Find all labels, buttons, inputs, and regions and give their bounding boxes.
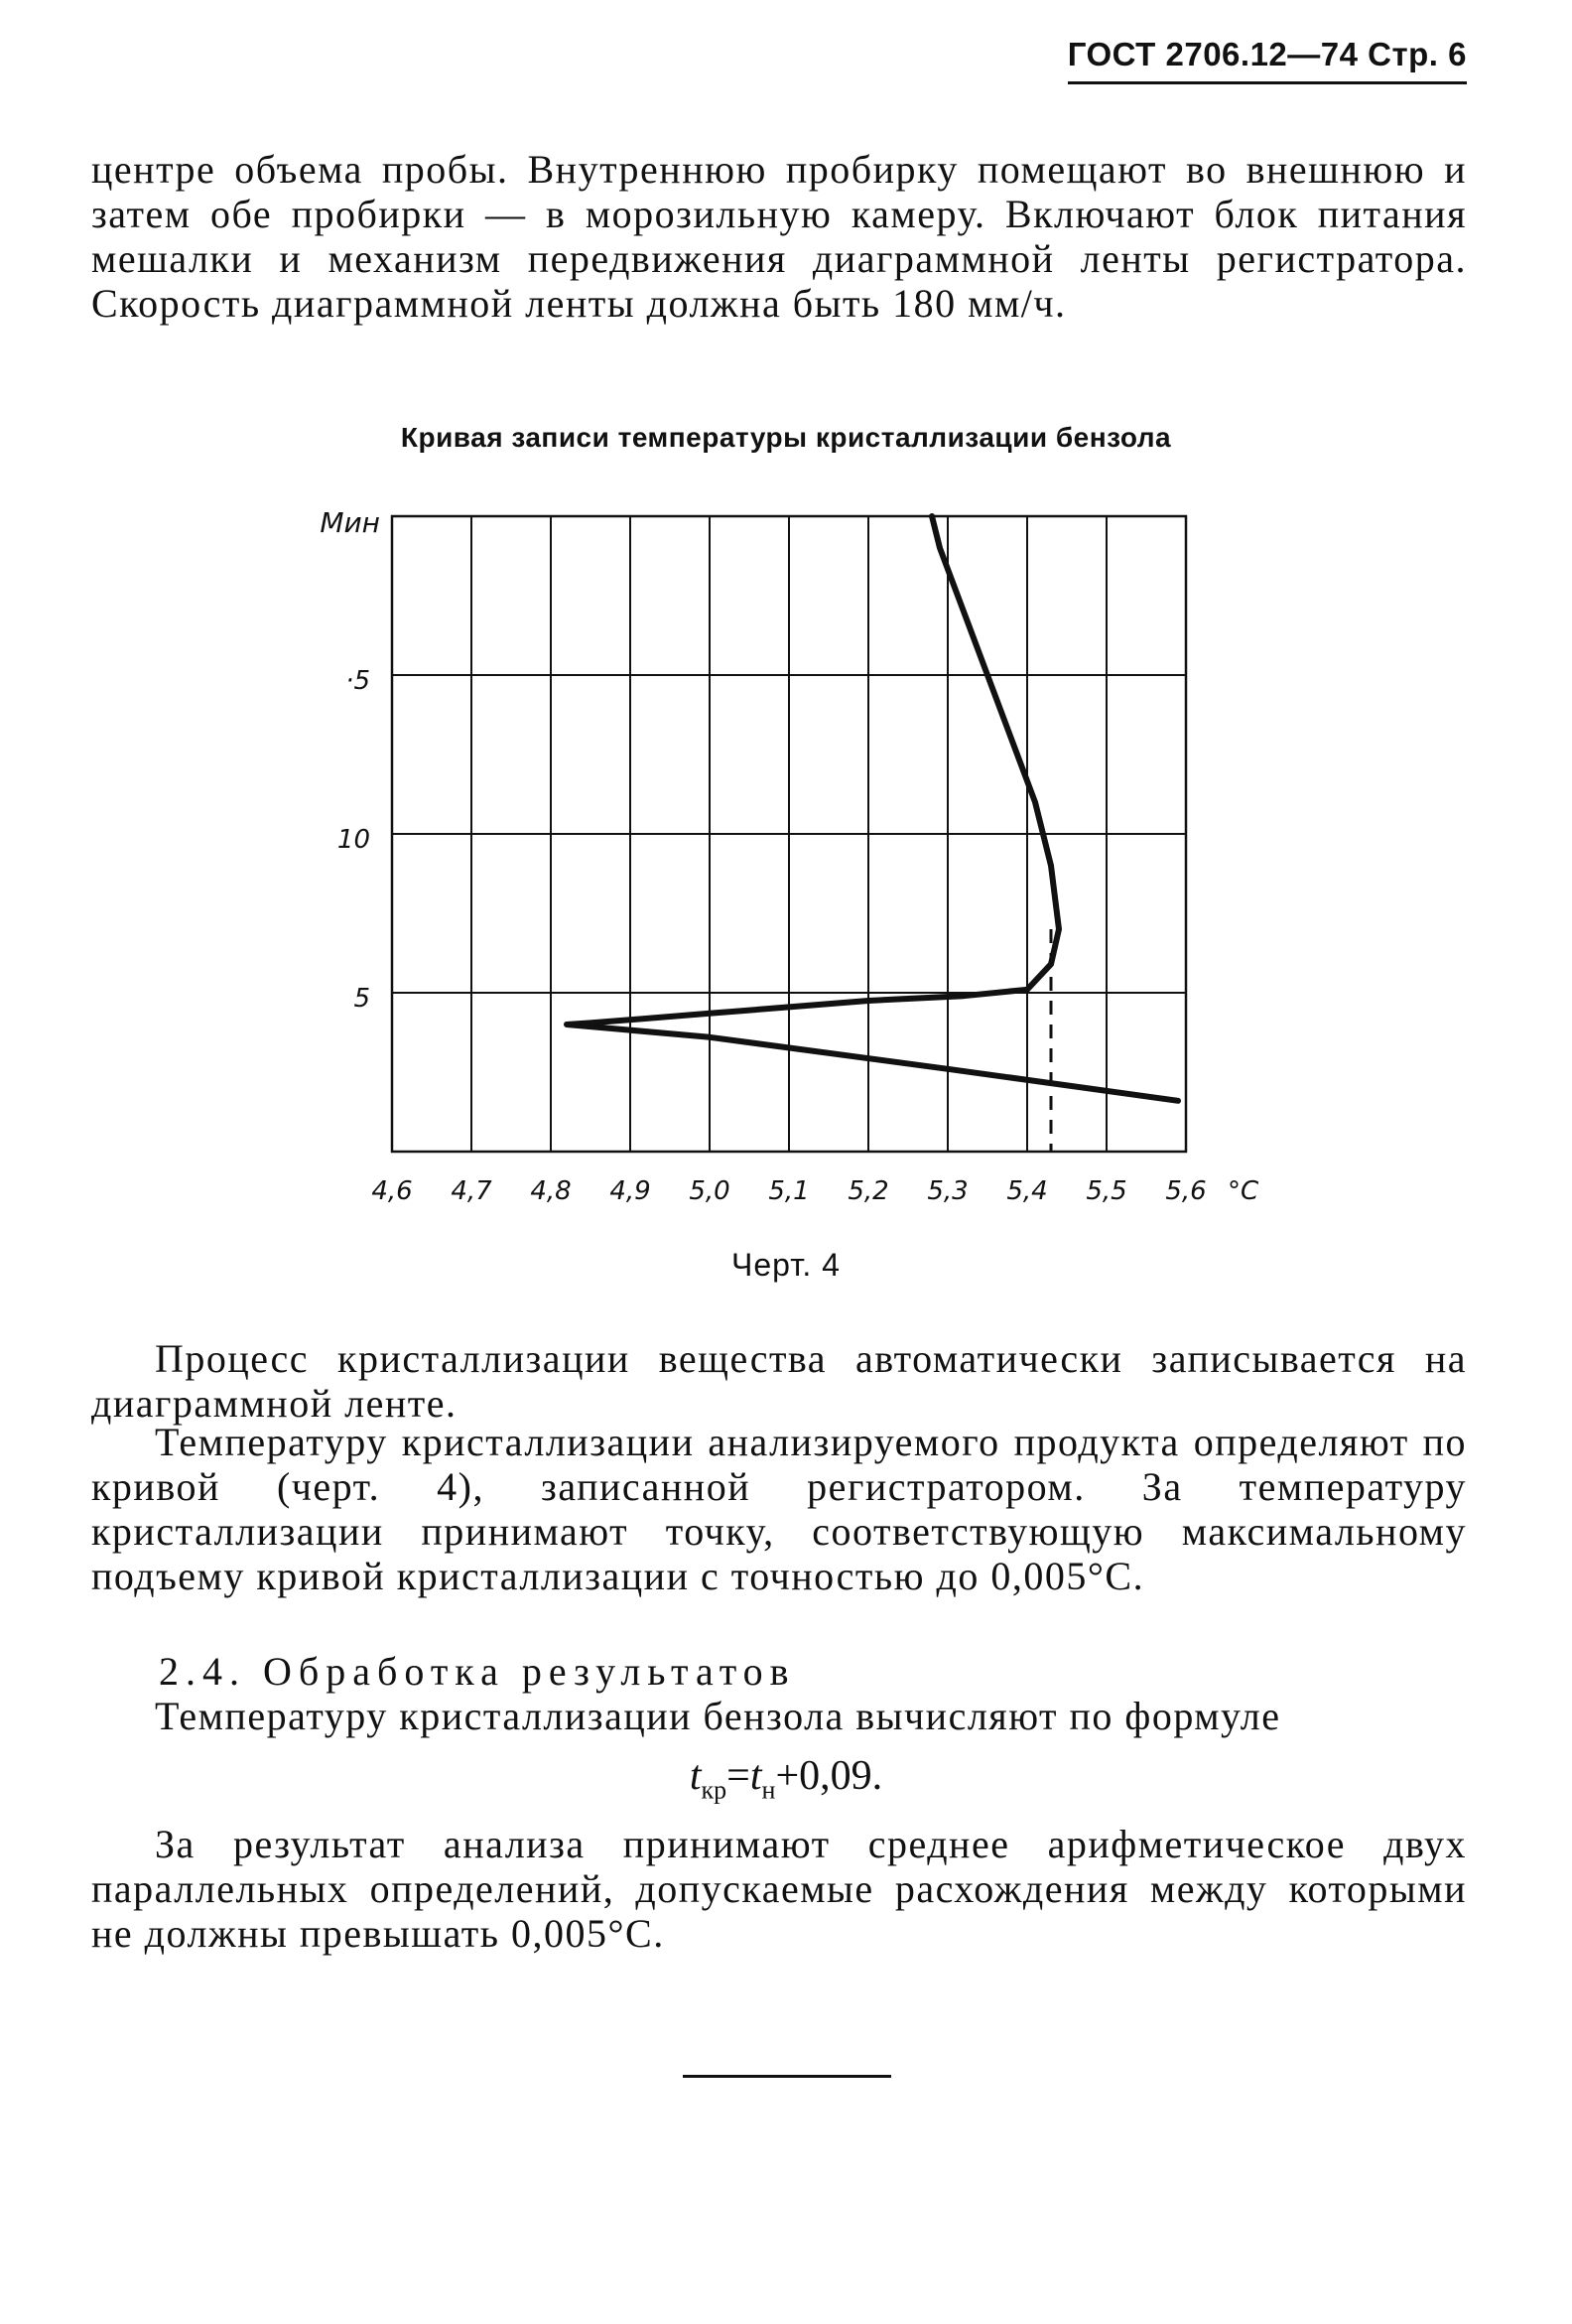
formula-lhs-sub: кр — [701, 1775, 727, 1805]
paragraph-process: Процесс кристаллизации вещества автоматически записывается на диаграммной ленте. — [91, 1336, 1467, 1426]
page-header: ГОСТ 2706.12—74 Стр. 6 — [1068, 36, 1467, 84]
x-tick-label: 5,4 — [1006, 1176, 1048, 1206]
x-tick-label: 4,6 — [371, 1176, 413, 1206]
figure-title: Кривая записи температуры кристаллизации бензола — [400, 422, 1172, 453]
x-tick-label: 5,3 — [927, 1176, 969, 1206]
x-tick-label: 4,8 — [530, 1176, 572, 1206]
x-tick-label: 4,7 — [451, 1176, 492, 1206]
x-tick-label: 5,6 — [1165, 1176, 1207, 1206]
formula-tail: +0,09. — [775, 1753, 883, 1799]
y-tick-labels — [320, 506, 380, 1014]
x-tick-label: 5,0 — [689, 1176, 730, 1206]
data-series — [567, 516, 1178, 1101]
formula-rhs: t — [749, 1753, 762, 1799]
x-axis-unit-label: °С — [1228, 1176, 1259, 1206]
paragraph-result: За результат анализа принимают среднее арифметическое двух параллельных определений, допускаемые расхождения между которыми не должны превышать 0,005°С. — [91, 1822, 1467, 1956]
x-tick-label: 5,5 — [1086, 1176, 1127, 1206]
formula — [0, 1752, 1572, 1805]
crystallization-curve — [567, 516, 1178, 1101]
crystallization-chart — [298, 496, 1270, 1211]
paragraph-intro: центре объема пробы. Внутреннюю пробирку помещают во внешнюю и затем обе пробирки — в морозильную камеру. Включают блок питания мешалки и механизм передвижения диаграммной ленты регистратора. Скорость диаграммной ленты должна быть 180 мм/ч. — [91, 147, 1467, 326]
x-tick-label: 5,2 — [848, 1176, 889, 1206]
x-tick-label: 4,9 — [609, 1176, 651, 1206]
figure-caption: Черт. 4 — [731, 1247, 841, 1283]
x-tick-label: 5,1 — [768, 1176, 810, 1206]
y-tick-label: 10 — [336, 825, 370, 855]
paragraph-method: Температуру кристаллизации анализируемого продукта определяют по кривой (черт. 4), записанной регистратором. За температуру кристаллизации принимают точку, соответствующую максимальному подъему кривой кристаллизации с точностью до 0,005°С. — [91, 1420, 1467, 1598]
paragraph-formula-intro: Температуру кристаллизации бензола вычисляют по формуле — [155, 1694, 1281, 1738]
end-rule — [683, 2075, 891, 2078]
chart-grid — [392, 516, 1186, 1152]
formula-rhs-sub: н — [761, 1775, 776, 1805]
y-tick-label: ·5 — [345, 666, 370, 696]
formula-lhs: t — [689, 1753, 702, 1799]
y-axis-unit-label: Мин — [320, 506, 380, 539]
x-tick-labels — [371, 1176, 1259, 1206]
section-heading: 2.4. Обработка результатов — [159, 1649, 796, 1694]
y-tick-label: 5 — [353, 984, 370, 1014]
formula-eq: = — [726, 1753, 750, 1799]
